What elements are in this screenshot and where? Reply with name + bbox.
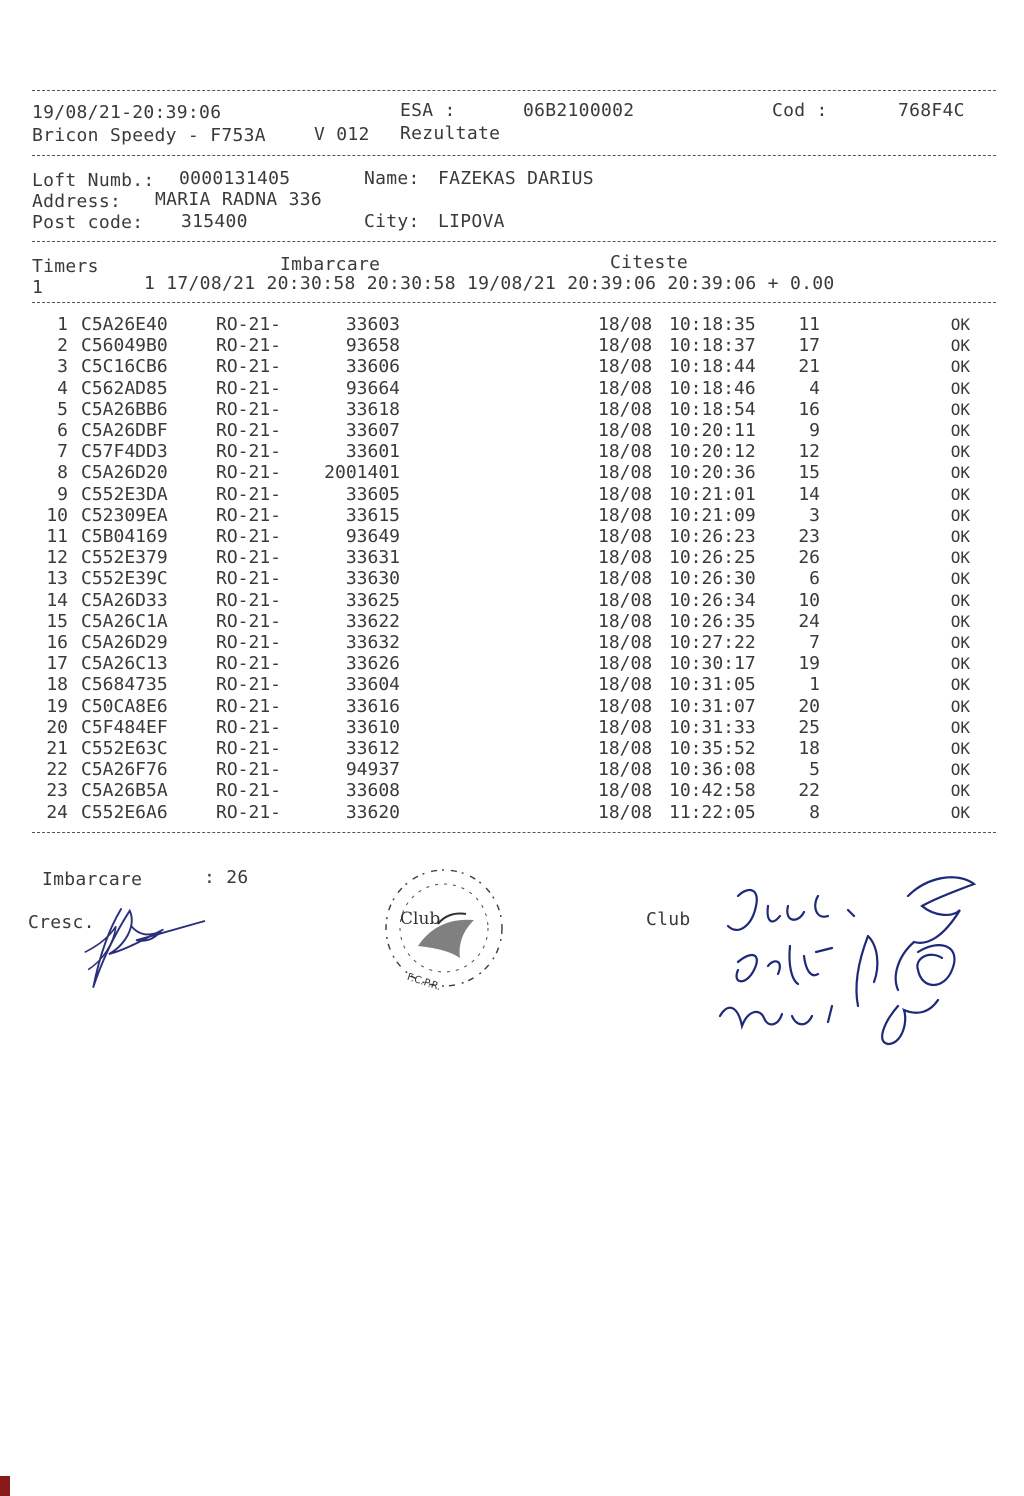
ring-code: C5A26E40: [81, 314, 168, 335]
status-ok: OK: [950, 590, 970, 610]
basket-position: 21: [798, 356, 820, 378]
status-ok: OK: [950, 633, 970, 652]
imbarcare-total-label: Imbarcare: [42, 869, 143, 890]
arrival-date: 18/08: [598, 801, 653, 823]
ring-prefix: RO-21-: [216, 632, 282, 653]
status-ok: OK: [950, 675, 970, 695]
row-number: 19: [46, 695, 68, 717]
row-number: 11: [46, 526, 68, 547]
ring-code: C5A26D33: [81, 589, 168, 611]
row-number: 12: [46, 547, 68, 569]
divider-results: [32, 832, 996, 833]
table-row: [0, 484, 1024, 505]
ring-number: 93664: [345, 377, 400, 399]
ring-number: 33615: [345, 504, 400, 526]
ring-prefix: RO-21-: [216, 547, 282, 569]
table-row: [0, 399, 1024, 420]
table-row: [0, 505, 1024, 526]
ring-prefix: RO-21-: [216, 314, 282, 335]
ring-prefix: RO-21-: [216, 801, 282, 823]
ring-code: C5A26BB6: [81, 398, 168, 420]
ring-code: C5F484EF: [81, 716, 168, 738]
status-ok: OK: [950, 357, 970, 377]
ring-number: 33630: [345, 568, 400, 590]
divider-top: [32, 90, 996, 91]
row-number: 3: [57, 356, 68, 378]
ring-number: 33612: [345, 738, 400, 759]
status-ok: OK: [950, 739, 970, 758]
esa-label: ESA :: [400, 100, 456, 121]
arrival-date: 18/08: [598, 314, 653, 335]
ring-number: 33631: [345, 547, 400, 569]
table-row: [0, 653, 1024, 674]
row-number: 22: [46, 759, 68, 781]
ring-prefix: RO-21-: [216, 568, 282, 590]
cod-label: Cod :: [772, 100, 828, 121]
basket-position: 22: [798, 780, 820, 802]
ring-number: 94937: [345, 759, 400, 781]
timer-id: 1: [32, 277, 44, 298]
ring-prefix: RO-21-: [216, 780, 282, 802]
ring-prefix: RO-21-: [216, 738, 282, 759]
table-row: [0, 738, 1024, 759]
ring-code: C5A26DBF: [81, 420, 168, 441]
divider-header: [32, 155, 996, 156]
row-number: 21: [46, 738, 68, 759]
ring-prefix: RO-21-: [216, 589, 282, 611]
arrival-time: 10:31:05: [669, 674, 756, 696]
imbarcare-total-value: : 26: [204, 867, 249, 888]
status-ok: OK: [950, 802, 970, 822]
arrival-date: 18/08: [598, 398, 653, 420]
ring-code: C5A26D20: [81, 462, 168, 484]
status-ok: OK: [950, 463, 970, 483]
arrival-date: 18/08: [598, 504, 653, 526]
row-number: 18: [46, 674, 68, 696]
ring-number: 33607: [345, 420, 400, 441]
ring-prefix: RO-21-: [216, 462, 282, 484]
basket-position: 19: [798, 653, 820, 675]
row-number: 15: [46, 610, 68, 632]
ring-code: C5C16CB6: [81, 356, 168, 378]
arrival-time: 10:26:25: [669, 547, 756, 569]
ring-prefix: RO-21-: [216, 674, 282, 696]
table-row: [0, 356, 1024, 377]
table-row: [0, 547, 1024, 568]
arrival-time: 10:18:37: [669, 335, 756, 357]
row-number: 8: [57, 462, 68, 484]
arrival-date: 18/08: [598, 526, 653, 547]
basket-position: 8: [809, 801, 820, 823]
ring-code: C56049B0: [81, 335, 168, 357]
basket-position: 3: [809, 504, 820, 526]
citeste-column-label: Citeste: [610, 252, 688, 273]
loft-number: 0000131405: [179, 168, 291, 189]
ring-prefix: RO-21-: [216, 398, 282, 420]
arrival-date: 18/08: [598, 610, 653, 632]
table-row: [0, 759, 1024, 780]
cod-value: 768F4C: [898, 100, 965, 121]
ring-code: C5A26F76: [81, 759, 168, 781]
status-ok: OK: [950, 484, 970, 504]
status-ok: OK: [950, 442, 970, 462]
row-number: 24: [46, 801, 68, 823]
basket-position: 18: [798, 738, 820, 759]
ring-code: C552E3DA: [81, 483, 168, 505]
club-signatures: [708, 866, 988, 1046]
ring-number: 2001401: [324, 462, 400, 484]
arrival-time: 10:21:01: [669, 483, 756, 505]
arrival-date: 18/08: [598, 759, 653, 781]
stamp-club-text: Club: [400, 909, 441, 929]
club-label: Club: [646, 909, 691, 930]
table-row: [0, 441, 1024, 462]
arrival-date: 18/08: [598, 547, 653, 569]
stamp-org-text: F.C.P.R.: [405, 971, 443, 994]
ring-code: C562AD85: [81, 377, 168, 399]
status-ok: OK: [950, 378, 970, 398]
address-value: MARIA RADNA 336: [155, 189, 323, 210]
arrival-time: 10:31:33: [669, 716, 756, 738]
ring-number: 33620: [345, 801, 400, 823]
fancier-name: FAZEKAS DARIUS: [438, 168, 594, 189]
basket-position: 15: [798, 462, 820, 484]
ring-prefix: RO-21-: [216, 610, 282, 632]
status-ok: OK: [950, 421, 970, 440]
ring-number: 93649: [345, 526, 400, 547]
ring-code: C552E39C: [81, 568, 168, 590]
status-ok: OK: [950, 569, 970, 589]
basket-position: 11: [798, 314, 820, 335]
basket-position: 23: [798, 526, 820, 547]
arrival-date: 18/08: [598, 589, 653, 611]
arrival-date: 18/08: [598, 695, 653, 717]
ring-code: C5B04169: [81, 526, 168, 547]
ring-code: C5A26D29: [81, 632, 168, 653]
table-row: [0, 632, 1024, 653]
status-ok: OK: [950, 611, 970, 631]
ring-code: C552E63C: [81, 738, 168, 759]
basket-position: 1: [809, 674, 820, 696]
ring-number: 33608: [345, 780, 400, 802]
table-row: [0, 568, 1024, 589]
arrival-time: 10:31:07: [669, 695, 756, 717]
status-ok: OK: [950, 315, 970, 334]
address-label: Address:: [32, 191, 122, 212]
basket-position: 9: [809, 420, 820, 441]
ring-number: 33626: [345, 653, 400, 675]
city-label: City:: [364, 211, 420, 232]
ring-prefix: RO-21-: [216, 695, 282, 717]
status-ok: OK: [950, 654, 970, 674]
cresc-label: Cresc.: [28, 912, 95, 933]
ring-prefix: RO-21-: [216, 653, 282, 675]
arrival-date: 18/08: [598, 780, 653, 802]
status-ok: OK: [950, 696, 970, 716]
ring-number: 33618: [345, 398, 400, 420]
timer-line: 1 17/08/21 20:30:58 20:30:58 19/08/21 20:39:06 20:39:06 + 0.00: [144, 273, 835, 294]
arrival-date: 18/08: [598, 356, 653, 378]
arrival-time: 10:18:46: [669, 377, 756, 399]
ring-prefix: RO-21-: [216, 420, 282, 441]
arrival-time: 10:18:44: [669, 356, 756, 378]
name-label: Name:: [364, 168, 420, 189]
row-number: 13: [46, 568, 68, 590]
arrival-date: 18/08: [598, 674, 653, 696]
ring-code: C52309EA: [81, 504, 168, 526]
arrival-time: 10:27:22: [669, 632, 756, 653]
device-version: V 012: [314, 124, 370, 145]
basket-position: 26: [798, 547, 820, 569]
ring-number: 93658: [345, 335, 400, 357]
status-ok: OK: [950, 527, 970, 546]
ring-number: 33610: [345, 716, 400, 738]
ring-number: 33616: [345, 695, 400, 717]
arrival-date: 18/08: [598, 335, 653, 357]
row-number: 1: [57, 314, 68, 335]
arrival-date: 18/08: [598, 377, 653, 399]
ring-prefix: RO-21-: [216, 441, 282, 463]
basket-position: 24: [798, 610, 820, 632]
city-value: LIPOVA: [438, 211, 505, 232]
divider-timers: [32, 302, 996, 303]
ring-code: C5684735: [81, 674, 168, 696]
table-row: [0, 335, 1024, 356]
row-number: 6: [57, 420, 68, 441]
ring-code: C50CA8E6: [81, 695, 168, 717]
arrival-time: 10:26:34: [669, 589, 756, 611]
arrival-time: 10:26:23: [669, 526, 756, 547]
ring-number: 33625: [345, 589, 400, 611]
ring-code: C552E379: [81, 547, 168, 569]
arrival-date: 18/08: [598, 462, 653, 484]
ring-prefix: RO-21-: [216, 526, 282, 547]
arrival-time: 10:18:54: [669, 398, 756, 420]
ring-number: 33606: [345, 356, 400, 378]
imbarcare-column-label: Imbarcare: [280, 254, 381, 275]
ring-prefix: RO-21-: [216, 356, 282, 378]
table-row: [0, 420, 1024, 441]
ring-code: C5A26C13: [81, 653, 168, 675]
table-row: [0, 802, 1024, 823]
divider-loft: [32, 241, 996, 242]
table-row: [0, 674, 1024, 695]
status-ok: OK: [950, 505, 970, 525]
arrival-time: 10:26:30: [669, 568, 756, 590]
timers-label: Timers: [32, 256, 99, 277]
ring-code: C5A26B5A: [81, 780, 168, 802]
arrival-time: 10:36:08: [669, 759, 756, 781]
report-datetime: 19/08/21-20:39:06: [32, 102, 222, 123]
loft-label: Loft Numb.:: [32, 170, 155, 191]
table-row: [0, 378, 1024, 399]
ring-code: C5A26C1A: [81, 610, 168, 632]
arrival-time: 10:35:52: [669, 738, 756, 759]
arrival-time: 10:30:17: [669, 653, 756, 675]
basket-position: 5: [809, 759, 820, 781]
page-edge-mark: [0, 1476, 10, 1496]
post-code-label: Post code:: [32, 212, 144, 233]
row-number: 20: [46, 716, 68, 738]
basket-position: 7: [809, 632, 820, 653]
row-number: 4: [57, 377, 68, 399]
esa-value: 06B2100002: [523, 100, 635, 121]
row-number: 14: [46, 589, 68, 611]
table-row: [0, 611, 1024, 632]
status-ok: OK: [950, 399, 970, 419]
arrival-date: 18/08: [598, 716, 653, 738]
report-type: Rezultate: [400, 123, 501, 144]
arrival-time: 11:22:05: [669, 801, 756, 823]
arrival-time: 10:21:09: [669, 504, 756, 526]
table-row: [0, 780, 1024, 801]
row-number: 23: [46, 780, 68, 802]
breeder-signature: [76, 896, 206, 1000]
row-number: 5: [57, 398, 68, 420]
device-name: Bricon Speedy - F753A: [32, 125, 266, 146]
arrival-time: 10:26:35: [669, 610, 756, 632]
arrival-date: 18/08: [598, 568, 653, 590]
status-ok: OK: [950, 336, 970, 356]
ring-number: 33603: [345, 314, 400, 335]
ring-prefix: RO-21-: [216, 716, 282, 738]
row-number: 7: [57, 441, 68, 463]
ring-prefix: RO-21-: [216, 483, 282, 505]
arrival-time: 10:42:58: [669, 780, 756, 802]
post-code-value: 315400: [181, 211, 248, 232]
table-row: [0, 696, 1024, 717]
row-number: 2: [57, 335, 68, 357]
ring-prefix: RO-21-: [216, 377, 282, 399]
arrival-date: 18/08: [598, 653, 653, 675]
table-row: [0, 526, 1024, 547]
arrival-date: 18/08: [598, 420, 653, 441]
table-row: [0, 590, 1024, 611]
basket-position: 16: [798, 398, 820, 420]
ring-number: 33605: [345, 483, 400, 505]
ring-number: 33604: [345, 674, 400, 696]
row-number: 9: [57, 483, 68, 505]
basket-position: 4: [809, 377, 820, 399]
row-number: 10: [46, 504, 68, 526]
ring-number: 33632: [345, 632, 400, 653]
basket-position: 6: [809, 568, 820, 590]
ring-prefix: RO-21-: [216, 504, 282, 526]
table-row: [0, 462, 1024, 483]
table-row: [0, 314, 1024, 335]
ring-prefix: RO-21-: [216, 759, 282, 781]
basket-position: 10: [798, 589, 820, 611]
arrival-date: 18/08: [598, 738, 653, 759]
row-number: 16: [46, 632, 68, 653]
basket-position: 25: [798, 716, 820, 738]
basket-position: 14: [798, 483, 820, 505]
ring-code: C552E6A6: [81, 801, 168, 823]
ring-code: C57F4DD3: [81, 441, 168, 463]
arrival-date: 18/08: [598, 441, 653, 463]
basket-position: 12: [798, 441, 820, 463]
arrival-date: 18/08: [598, 632, 653, 653]
ring-prefix: RO-21-: [216, 335, 282, 357]
arrival-time: 10:18:35: [669, 314, 756, 335]
basket-position: 17: [798, 335, 820, 357]
status-ok: OK: [950, 781, 970, 801]
arrival-date: 18/08: [598, 483, 653, 505]
status-ok: OK: [950, 548, 970, 568]
club-stamp: [378, 858, 508, 998]
status-ok: OK: [950, 717, 970, 737]
arrival-time: 10:20:36: [669, 462, 756, 484]
arrival-time: 10:20:12: [669, 441, 756, 463]
table-row: [0, 717, 1024, 738]
ring-number: 33601: [345, 441, 400, 463]
basket-position: 20: [798, 695, 820, 717]
status-ok: OK: [950, 760, 970, 780]
ring-number: 33622: [345, 610, 400, 632]
row-number: 17: [46, 653, 68, 675]
arrival-time: 10:20:11: [669, 420, 756, 441]
